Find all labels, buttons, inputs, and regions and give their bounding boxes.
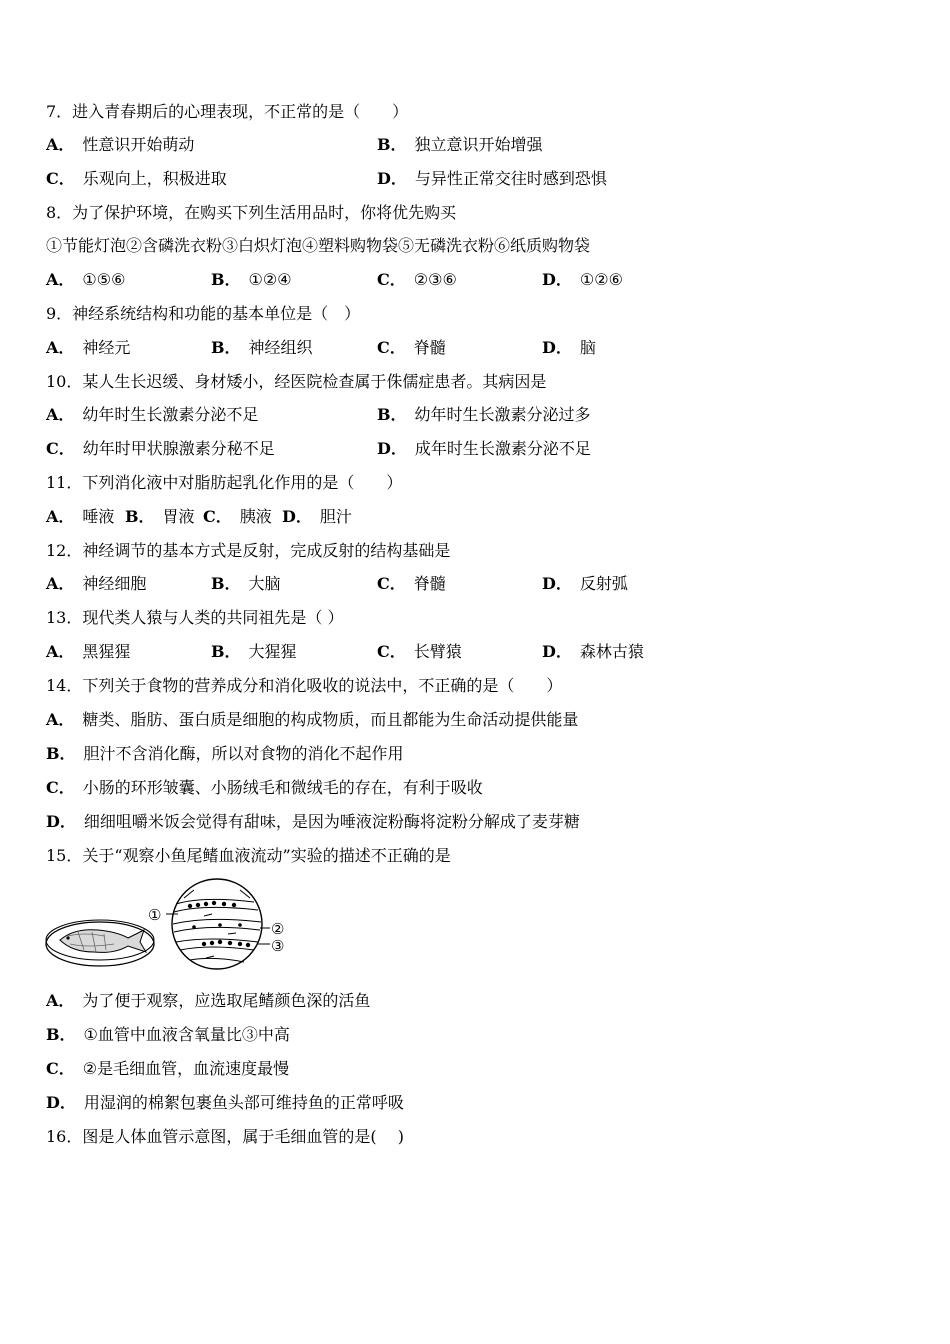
q11-stem: 11．下列消化液中对脂肪起乳化作用的是（ ）: [46, 473, 403, 492]
q15-stem: 15．关于“观察小鱼尾鳍血液流动”实验的描述不正确的是: [46, 846, 451, 865]
q11-option-b: B． 胃液: [125, 507, 195, 526]
option-label: D．: [542, 270, 572, 289]
q13-stem: 13．现代类人猿与人类的共同祖先是（ ）: [46, 608, 344, 627]
option-label: A．: [46, 574, 75, 593]
q12-stem: 12．神经调节的基本方式是反射，完成反射的结构基础是: [46, 541, 451, 560]
option-label: A．: [46, 507, 75, 526]
q14-option-c: C． 小肠的环形皱囊、小肠绒毛和微绒毛的存在，有利于吸收: [46, 778, 483, 797]
q15-option-c: C． ②是毛细血管，血流速度最慢: [46, 1059, 290, 1078]
fish-tail-blood-flow-figure: [44, 876, 294, 976]
option-label: C．: [377, 642, 406, 661]
q13-option-b: B． 大猩猩: [211, 642, 297, 661]
q10-option-b: B． 幼年时生长激素分泌过多: [377, 405, 591, 424]
q11-option-d: D． 胆汁: [282, 507, 352, 526]
option-label: B．: [377, 405, 407, 424]
q7-option-d: D． 与异性正常交往时感到恐惧: [377, 169, 607, 188]
option-label: D．: [542, 338, 572, 357]
q12-option-b: B． 大脑: [211, 574, 281, 593]
option-label: D．: [377, 169, 407, 188]
q8-stem: 8．为了保护环境，在购买下列生活用品时，你将优先购买: [46, 203, 457, 222]
option-label: A．: [46, 135, 75, 154]
option-label: A．: [46, 710, 75, 729]
q11-option-c: C． 胰液: [203, 507, 272, 526]
option-label: B．: [211, 338, 241, 357]
q10-option-c: C． 幼年时甲状腺激素分秘不足: [46, 439, 275, 458]
option-label: B．: [211, 642, 241, 661]
q9-option-b: B． 神经组织: [211, 338, 313, 357]
fig-label-1: ①: [148, 906, 162, 924]
q7-stem: 7．进入青春期后的心理表现，不正常的是（ ）: [46, 102, 409, 121]
option-label: C．: [377, 574, 406, 593]
q9-stem: 9．神经系统结构和功能的基本单位是（ ）: [46, 304, 361, 323]
option-label: D．: [542, 574, 572, 593]
q10-stem: 10．某人生长迟缓、身材矮小，经医院检查属于侏儒症患者。其病因是: [46, 372, 547, 391]
option-label: C．: [203, 507, 232, 526]
option-label: C．: [46, 778, 75, 797]
q7-option-a: A． 性意识开始萌动: [46, 135, 195, 154]
q7-option-c: C． 乐观向上，积极进取: [46, 169, 227, 188]
microscope-view: [172, 879, 262, 969]
q8-option-d: D． ①②⑥: [542, 270, 623, 289]
q13-option-c: C． 长臂猿: [377, 642, 462, 661]
q15-option-b: B． ①血管中血液含氧量比③中高: [46, 1025, 290, 1044]
q8-items: ①节能灯泡②含磷洗衣粉③白炽灯泡④塑料购物袋⑤无磷洗衣粉⑥纸质购物袋: [46, 236, 591, 255]
q15-option-a: A． 为了便于观察，应选取尾鳍颜色深的活鱼: [46, 991, 371, 1010]
option-label: C．: [377, 270, 406, 289]
option-label: C．: [46, 439, 75, 458]
q12-option-d: D． 反射弧: [542, 574, 628, 593]
q9-option-c: C． 脊髓: [377, 338, 446, 357]
q9-option-a: A． 神经元: [46, 338, 131, 357]
q10-option-d: D． 成年时生长激素分泌不足: [377, 439, 591, 458]
option-label: A．: [46, 405, 75, 424]
option-label: C．: [46, 1059, 75, 1078]
option-label: A．: [46, 642, 75, 661]
q13-option-a: A． 黑猩猩: [46, 642, 131, 661]
fish: [60, 930, 146, 953]
q14-stem: 14．下列关于食物的营养成分和消化吸收的说法中，不正确的是（ ）: [46, 676, 563, 695]
q8-option-c: C． ②③⑥: [377, 270, 457, 289]
option-label: D．: [377, 439, 407, 458]
q7-option-b: B． 独立意识开始增强: [377, 135, 543, 154]
q11-option-a: A． 唾液: [46, 507, 115, 526]
q12-option-a: A． 神经细胞: [46, 574, 147, 593]
option-label: D．: [282, 507, 312, 526]
option-label: D．: [542, 642, 572, 661]
fig-label-2: ②: [271, 920, 285, 938]
q8-option-b: B． ①②④: [211, 270, 292, 289]
option-label: C．: [377, 338, 406, 357]
q12-option-c: C． 脊髓: [377, 574, 446, 593]
q13-option-d: D． 森林古猿: [542, 642, 644, 661]
option-label: B．: [46, 744, 76, 763]
q14-option-b: B． 胆汁不含消化酶，所以对食物的消化不起作用: [46, 744, 404, 763]
q14-option-d: D． 细细咀嚼米饭会觉得有甜味，是因为唾液淀粉酶将淀粉分解成了麦芽糖: [46, 812, 580, 831]
option-label: B．: [211, 574, 241, 593]
option-label: A．: [46, 270, 75, 289]
fig-label-3: ③: [271, 937, 285, 955]
option-label: A．: [46, 338, 75, 357]
q8-option-a: A． ①⑤⑥: [46, 270, 126, 289]
option-label: B．: [46, 1025, 76, 1044]
q14-option-a: A． 糖类、脂肪、蛋白质是细胞的构成物质，而且都能为生命活动提供能量: [46, 710, 579, 729]
q16-stem: 16．图是人体血管示意图，属于毛细血管的是( ): [46, 1127, 404, 1146]
option-label: A．: [46, 991, 75, 1010]
q15-option-d: D． 用湿润的棉絮包裹鱼头部可维持鱼的正常呼吸: [46, 1093, 404, 1112]
q10-option-a: A． 幼年时生长激素分泌不足: [46, 405, 259, 424]
option-label: B．: [377, 135, 407, 154]
option-label: C．: [46, 169, 75, 188]
option-label: B．: [125, 507, 155, 526]
option-label: D．: [46, 812, 76, 831]
option-label: B．: [211, 270, 241, 289]
option-label: D．: [46, 1093, 76, 1112]
q9-option-d: D． 脑: [542, 338, 596, 357]
